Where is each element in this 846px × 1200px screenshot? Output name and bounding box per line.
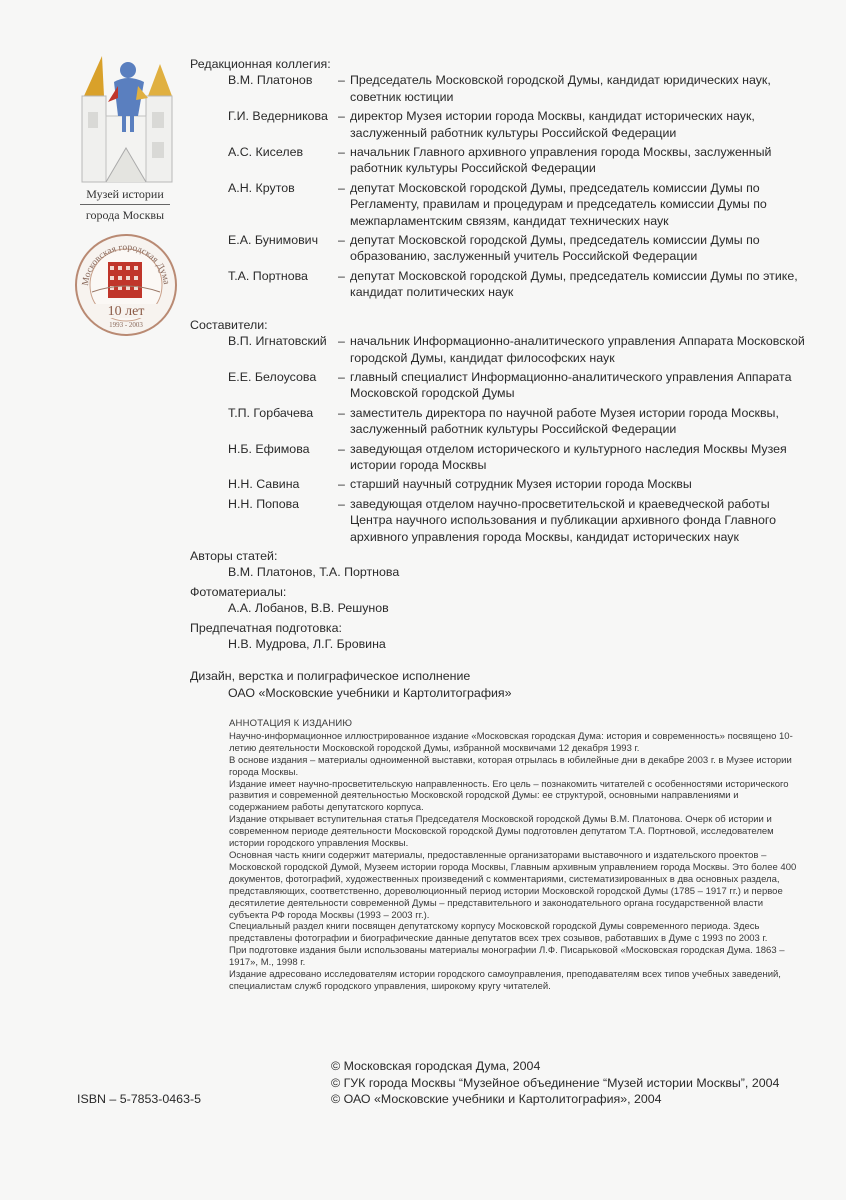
- annotation-paragraph: В основе издания – материалы одноименной выставки, которая отрылась в юбилейные дни в декабре 2003 г. в Музее истории города Москвы.: [229, 754, 792, 778]
- editorial-title: Редакционная коллегия:: [190, 57, 331, 71]
- member-description: директор Музея истории города Москвы, кандидат исторических наук, заслуженный работник культуры Российской Федерации: [350, 109, 755, 140]
- member-description: депутат Московской городской Думы, председатель комиссии Думы по Регламенту, правилам и процедурам и председатель комиссии Думы по межпарламентским связям, кандидат технических наук: [350, 180, 767, 228]
- museum-logo: [78, 56, 174, 186]
- prepress-title: Предпечатная подготовка:: [190, 620, 342, 635]
- museum-name-divider: [80, 204, 170, 205]
- member-name: А.Н. Крутов: [228, 180, 295, 195]
- photos-names: А.А. Лобанов, В.В. Решунов: [228, 601, 389, 616]
- compiler-member: Н.Н. Савина – старший научный сотрудник Музея истории города Москвы: [228, 476, 810, 492]
- member-name: Н.Н. Попова: [228, 496, 299, 511]
- design-names: ОАО «Московские учебники и Картолитография»: [228, 685, 512, 700]
- annotation-paragraph: При подготовке издания были использованы материалы монографии Л.Ф. Писарьковой «Московская городская Дума. 1863 – 1917», М., 1998 г.: [229, 945, 785, 969]
- seal-years-range: 1993 - 2003: [109, 321, 143, 329]
- duma-anniversary-seal: [74, 232, 178, 338]
- compilers-title: Составители:: [190, 317, 268, 332]
- design-title: Дизайн, верстка и полиграфическое исполнение: [190, 669, 471, 684]
- editorial-member: Г.И. Ведерникова – директор Музея истории города Москвы, кандидат исторических наук, заслуженный работник культуры Российской Федерации: [228, 108, 810, 141]
- authors-names: В.М. Платонов, Т.А. Портнова: [228, 565, 400, 580]
- compiler-member: Н.Б. Ефимова – заведующая отделом исторического и культурного наследия Москвы Музея истории города Москвы: [228, 441, 810, 474]
- member-name: В.П. Игнатовский: [228, 334, 327, 349]
- prepress-names: Н.В. Мудрова, Л.Г. Бровина: [228, 637, 386, 651]
- annotation-paragraph: Издание открывает вступительная статья Председателя Московской городской Думы В.М. Платонова. Очерк об истории и современном периоде деятельности Московской городской Думы подготовлен депутатом Т.А. Портновой, исследователем истории городского управления Москвы.: [229, 814, 774, 850]
- member-name: В.М. Платонов: [228, 73, 313, 88]
- compiler-member: В.П. Игнатовский – начальник Информационно-аналитического управления Аппарата Московской городской Думы, кандидат философских наук: [228, 333, 810, 366]
- museum-name-line2: города Москвы: [85, 208, 165, 222]
- authors-title: Авторы статей:: [190, 548, 278, 563]
- editorial-member: Т.А. Портнова – депутат Московской городской Думы, председатель комиссии Думы по этике, кандидат политических наук: [228, 268, 810, 301]
- compilers-list: [228, 333, 810, 545]
- member-description: Председатель Московской городской Думы, кандидат юридических наук, советник юстиции: [350, 73, 771, 104]
- isbn: ISBN – 5-7853-0463-5: [77, 1092, 201, 1106]
- annotation: [229, 718, 801, 993]
- member-name: Н.Н. Савина: [228, 477, 300, 492]
- member-description: заместитель директора по научной работе Музея истории города Москвы, заслуженный работник культуры Российской Федерации: [350, 405, 779, 437]
- member-description: начальник Главного архивного управления города Москвы, заслуженный работник культуры Российской Федерации: [350, 145, 772, 176]
- compiler-member: Т.П. Горбачева – заместитель директора по научной работе Музея истории города Москвы, заслуженный работник культуры Российской Федерации: [228, 405, 810, 438]
- member-name: Е.А. Бунимович: [228, 233, 319, 248]
- member-name: Т.А. Портнова: [228, 268, 308, 283]
- member-description: начальник Информационно-аналитического управления Аппарата Московской городской Думы, кандидат философских наук: [350, 334, 805, 365]
- editorial-member: А.С. Киселев – начальник Главного архивного управления города Москвы, заслуженный работник культуры Российской Федерации: [228, 144, 810, 177]
- annotation-title: АННОТАЦИЯ К ИЗДАНИЮ: [229, 718, 353, 729]
- museum-name: [72, 186, 178, 223]
- member-description: депутат Московской городской Думы, председатель комиссии Думы по образованию, заслуженный учитель Российской Федерации: [350, 233, 760, 264]
- photos-title: Фотоматериалы:: [190, 584, 287, 599]
- member-description: заведующая отделом научно-просветительской и краеведческой работы Центра научного использования и публикации архивного фонда Главного архивного управления города Москвы, кандидат исторических наук: [350, 496, 776, 544]
- credits: [190, 56, 810, 701]
- copyright-line: © ГУК города Москвы “Музейное объединение “Музей истории Москвы”, 2004: [331, 1075, 780, 1090]
- annotation-paragraph: Научно-информационное иллюстрированное издание «Московская городская Дума: история и современность» посвящено 10-летию деятельности Московской городской Думы, избранной москвичами 12 декабря 1993 г.: [229, 730, 793, 754]
- member-description: старший научный сотрудник Музея истории города Москвы: [350, 477, 692, 492]
- member-name: Т.П. Горбачева: [228, 405, 314, 420]
- editorial-member: Е.А. Бунимович – депутат Московской городской Думы, председатель комиссии Думы по образованию, заслуженный учитель Российской Федерации: [228, 232, 810, 265]
- compiler-member: Н.Н. Попова – заведующая отделом научно-просветительской и краеведческой работы Центра научного использования и публикации архивного фонда Главного архивного управления города Москвы, кандидат исторических наук: [228, 496, 810, 545]
- copyright-block: [331, 1058, 779, 1108]
- member-name: Г.И. Ведерникова: [228, 109, 328, 124]
- member-name: Е.Е. Белоусова: [228, 369, 317, 384]
- editorial-list: [228, 72, 810, 300]
- member-description: заведующая отделом исторического и культурного наследия Москвы Музея истории города Москвы: [350, 441, 787, 472]
- editorial-member: А.Н. Крутов – депутат Московской городской Думы, председатель комиссии Думы по Регламенту, правилам и процедурам и председатель комиссии Думы по межпарламентским связям, кандидат технических наук: [228, 180, 810, 229]
- seal-years-text: 10 лет: [107, 304, 145, 319]
- member-name: Н.Б. Ефимова: [228, 441, 310, 456]
- compiler-member: Е.Е. Белоусова – главный специалист Информационно-аналитического управления Аппарата Московской городской Думы: [228, 369, 810, 402]
- copyright-line: © Московская городская Дума, 2004: [331, 1059, 541, 1073]
- annotation-paragraph: Издание имеет научно-просветительскую направленность. Его цель – познакомить читателей с особенностями исторического развития и современной деятельностью Московской городской Думы: ее структурой, основными направлениями и содержанием работы депутатского корпуса.: [229, 778, 789, 814]
- annotation-paragraph: Основная часть книги содержит материалы, предоставленные организаторами выставочного и издательского проектов – Московской городской Думой, Музеем истории города Москвы, Главным архивным управлением города Москвы. Это более 400 документов, фотографий, художественных произведений с комментариями, систематизированных в два основных раздела, представляющих, соответственно, дореволюционный период истории Московской городской Думы (1785 – 1917 гг.) и первое десятилетие деятельности современной Думы – представительного и законодательного органа государственной власти субъекта РФ города Москвы (1993 – 2003 гг.).: [229, 849, 797, 921]
- annotation-paragraph: Издание адресовано исследователям истории городского самоуправления, преподавателям всех типов учебных заведений, специалистам служб городского управления, широкому кругу читателей.: [229, 969, 781, 992]
- copyright-line: © ОАО «Московские учебники и Картолитография», 2004: [331, 1092, 662, 1106]
- member-name: А.С. Киселев: [228, 145, 304, 160]
- editorial-member: В.М. Платонов – Председатель Московской городской Думы, кандидат юридических наук, советник юстиции: [228, 72, 810, 105]
- member-description: главный специалист Информационно-аналитического управления Аппарата Московской городской Думы: [350, 369, 792, 401]
- member-description: депутат Московской городской Думы, председатель комиссии Думы по этике, кандидат политических наук: [350, 268, 798, 300]
- seal-arc-text: Московская городская Дума: [80, 242, 171, 287]
- museum-name-line1: Музей истории: [86, 187, 164, 201]
- annotation-paragraph: Специальный раздел книги посвящен депутатскому корпусу Московской городской Думы современного периода. Здесь представлены фотографии и биографические данные депутатов всех трех созывов, работавших в Думе с 1993 по 2003 г.: [229, 921, 768, 945]
